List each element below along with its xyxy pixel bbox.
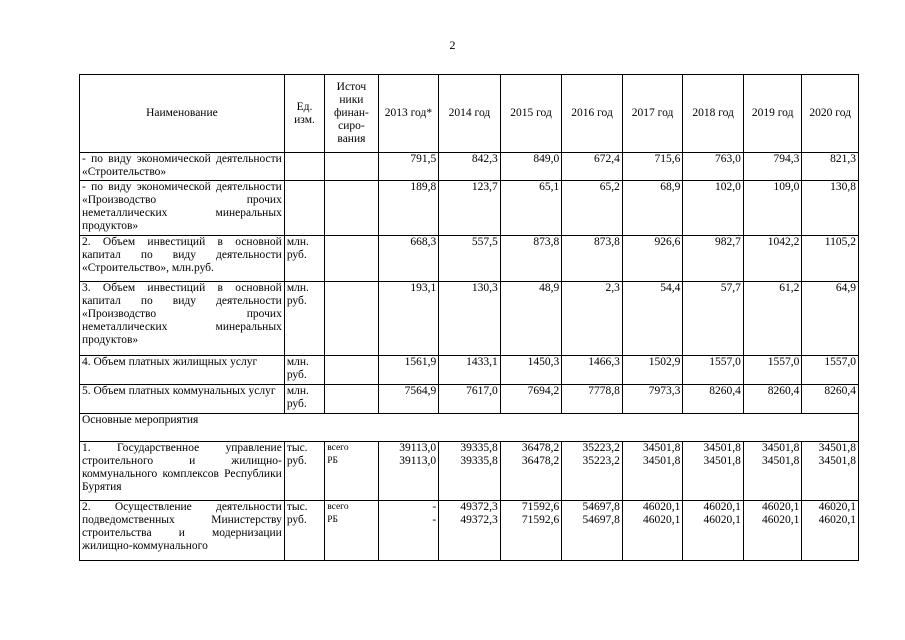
- value-rb: 39113,0: [399, 455, 437, 467]
- header-unit: Ед. изм.: [284, 75, 324, 153]
- value-rb: 46020,1: [642, 514, 681, 526]
- value-cell: 7617,0: [439, 385, 501, 414]
- value-total: 34501,8: [818, 442, 856, 454]
- value-rb: 34501,8: [703, 455, 741, 467]
- value-cell: 130,3: [439, 282, 501, 356]
- row-source: [325, 356, 378, 385]
- row-unit: млн. руб.: [284, 356, 324, 385]
- section-row: [80, 414, 859, 442]
- value-cell: [378, 442, 439, 501]
- value-cell: 61,2: [743, 282, 802, 356]
- value-cell: 1557,0: [683, 356, 744, 385]
- table-row: [80, 385, 859, 414]
- table-row: [80, 356, 859, 385]
- value-rb: 71592,6: [521, 514, 560, 526]
- value-cell: [439, 442, 501, 501]
- value-cell: [743, 442, 802, 501]
- header-year-2015: 2015 год: [500, 75, 562, 153]
- value-cell: 672,4: [562, 153, 623, 181]
- section-title: Основные мероприятия: [80, 414, 859, 442]
- value-cell: 1450,3: [500, 356, 562, 385]
- value-total: 35223,2: [582, 442, 620, 454]
- value-cell: 873,8: [562, 236, 623, 282]
- measure-name: 2. Осуществление деятельности подведомственных Министерству строительства и модернизации жилищно-коммунального: [80, 501, 285, 561]
- value-total: 49372,3: [460, 501, 498, 513]
- value-cell: 109,0: [743, 181, 802, 236]
- value-cell: 102,0: [683, 181, 744, 236]
- row-name: - по виду экономической деятельности «Производство прочих неметаллических минеральных продуктов»: [80, 181, 285, 236]
- row-source: [325, 181, 378, 236]
- value-cell: [439, 501, 501, 561]
- value-cell: 1105,2: [802, 236, 859, 282]
- row-name: 2. Объем инвестиций в основной капитал по виду деятельности «Строительство», млн.руб.: [80, 236, 285, 282]
- value-cell: [683, 442, 744, 501]
- value-cell: 791,5: [378, 153, 439, 181]
- source-label: всего: [327, 502, 349, 512]
- value-total: 46020,1: [642, 501, 681, 513]
- value-cell: 123,7: [439, 181, 501, 236]
- value-rb: 35223,2: [582, 455, 620, 467]
- value-cell: 849,0: [500, 153, 562, 181]
- measure-unit: тыс. руб.: [284, 442, 324, 501]
- measure-name: 1. Государственное управление строительного и жилищно-коммунального комплексов Республики Бурятия: [80, 442, 285, 501]
- row-name: - по виду экономической деятельности «Строительство»: [80, 153, 285, 181]
- header-year-2017: 2017 год: [622, 75, 683, 153]
- value-cell: 193,1: [378, 282, 439, 356]
- value-cell: [378, 501, 439, 561]
- value-cell: 8260,4: [802, 385, 859, 414]
- value-cell: 8260,4: [683, 385, 744, 414]
- value-rb: 46020,1: [703, 514, 741, 526]
- value-total: 39335,8: [460, 442, 498, 454]
- value-cell: 873,8: [500, 236, 562, 282]
- row-source: [325, 282, 378, 356]
- value-rb: 54697,8: [582, 514, 620, 526]
- value-cell: 48,9: [500, 282, 562, 356]
- value-rb: 46020,1: [818, 514, 856, 526]
- value-cell: [802, 501, 859, 561]
- value-cell: 7694,2: [500, 385, 562, 414]
- header-year-2014: 2014 год: [439, 75, 501, 153]
- value-cell: [622, 442, 683, 501]
- page-number: 2: [449, 38, 456, 52]
- row-unit: млн. руб.: [284, 236, 324, 282]
- table-header-row: [80, 75, 859, 153]
- row-name: 5. Объем платных коммунальных услуг: [80, 385, 285, 414]
- value-cell: [500, 442, 562, 501]
- value-cell: 763,0: [683, 153, 744, 181]
- value-rb: 39335,8: [460, 455, 498, 467]
- value-cell: 842,3: [439, 153, 501, 181]
- value-cell: 1557,0: [743, 356, 802, 385]
- row-unit: млн. руб.: [284, 282, 324, 356]
- header-year-2016: 2016 год: [562, 75, 623, 153]
- value-cell: 8260,4: [743, 385, 802, 414]
- value-rb: 36478,2: [521, 455, 560, 467]
- value-cell: 65,2: [562, 181, 623, 236]
- header-year-2020: 2020 год: [802, 75, 859, 153]
- value-cell: 1561,9: [378, 356, 439, 385]
- value-cell: 54,4: [622, 282, 683, 356]
- value-cell: 68,9: [622, 181, 683, 236]
- value-rb: -: [432, 514, 437, 526]
- value-total: 54697,8: [582, 501, 620, 513]
- measure-sources: [325, 442, 378, 501]
- value-cell: 2,3: [562, 282, 623, 356]
- row-name: 4. Объем платных жилищных услуг: [80, 356, 285, 385]
- value-cell: 794,3: [743, 153, 802, 181]
- value-cell: 982,7: [683, 236, 744, 282]
- measure-unit: тыс. руб.: [284, 501, 324, 561]
- row-name: 3. Объем инвестиций в основной капитал по виду деятельности «Производство прочих неметаллических минеральных продуктов»: [80, 282, 285, 356]
- value-cell: 1466,3: [562, 356, 623, 385]
- value-total: 71592,6: [521, 501, 560, 513]
- value-total: 46020,1: [818, 501, 856, 513]
- table-row: [80, 181, 859, 236]
- row-unit: млн. руб.: [284, 385, 324, 414]
- value-cell: 1433,1: [439, 356, 501, 385]
- value-cell: [562, 501, 623, 561]
- value-total: 39113,0: [399, 442, 437, 454]
- value-cell: 1557,0: [802, 356, 859, 385]
- row-source: [325, 153, 378, 181]
- value-cell: 715,6: [622, 153, 683, 181]
- value-total: 34501,8: [762, 442, 800, 454]
- source-label: всего: [327, 443, 349, 453]
- value-cell: 189,8: [378, 181, 439, 236]
- measure-row: [80, 501, 859, 561]
- header-year-2018: 2018 год: [683, 75, 744, 153]
- value-cell: 557,5: [439, 236, 501, 282]
- header-year-2019: 2019 год: [743, 75, 802, 153]
- header-source: Источ ники финан- сиро- вания: [325, 75, 378, 153]
- value-total: 34501,8: [642, 442, 681, 454]
- source-label: РБ: [327, 456, 338, 466]
- measure-sources: [325, 501, 378, 561]
- row-unit: [284, 153, 324, 181]
- source-label: РБ: [327, 515, 338, 525]
- measure-row: [80, 442, 859, 501]
- header-name: Наименование: [80, 75, 285, 153]
- value-rb: 46020,1: [762, 514, 800, 526]
- row-source: [325, 385, 378, 414]
- row-source: [325, 236, 378, 282]
- value-total: 34501,8: [703, 442, 741, 454]
- value-total: 36478,2: [521, 442, 560, 454]
- value-cell: 65,1: [500, 181, 562, 236]
- value-rb: 34501,8: [818, 455, 856, 467]
- table-row: [80, 153, 859, 181]
- value-cell: 7564,9: [378, 385, 439, 414]
- value-cell: 7973,3: [622, 385, 683, 414]
- value-rb: 34501,8: [762, 455, 800, 467]
- value-cell: 926,6: [622, 236, 683, 282]
- value-rb: 49372,3: [460, 514, 498, 526]
- table-row: [80, 236, 859, 282]
- indicators-table: [79, 74, 859, 561]
- value-cell: 57,7: [683, 282, 744, 356]
- value-cell: 1042,2: [743, 236, 802, 282]
- value-cell: 821,3: [802, 153, 859, 181]
- value-cell: [622, 501, 683, 561]
- value-cell: [743, 501, 802, 561]
- value-cell: [562, 442, 623, 501]
- value-cell: 1502,9: [622, 356, 683, 385]
- value-total: 46020,1: [703, 501, 741, 513]
- value-cell: [802, 442, 859, 501]
- value-cell: 130,8: [802, 181, 859, 236]
- value-total: 46020,1: [762, 501, 800, 513]
- value-cell: 668,3: [378, 236, 439, 282]
- header-year-2013: 2013 год*: [378, 75, 439, 153]
- value-rb: 34501,8: [642, 455, 681, 467]
- table-row: [80, 282, 859, 356]
- row-unit: [284, 181, 324, 236]
- value-cell: [500, 501, 562, 561]
- value-total: -: [432, 501, 437, 513]
- value-cell: 7778,8: [562, 385, 623, 414]
- value-cell: 64,9: [802, 282, 859, 356]
- value-cell: [683, 501, 744, 561]
